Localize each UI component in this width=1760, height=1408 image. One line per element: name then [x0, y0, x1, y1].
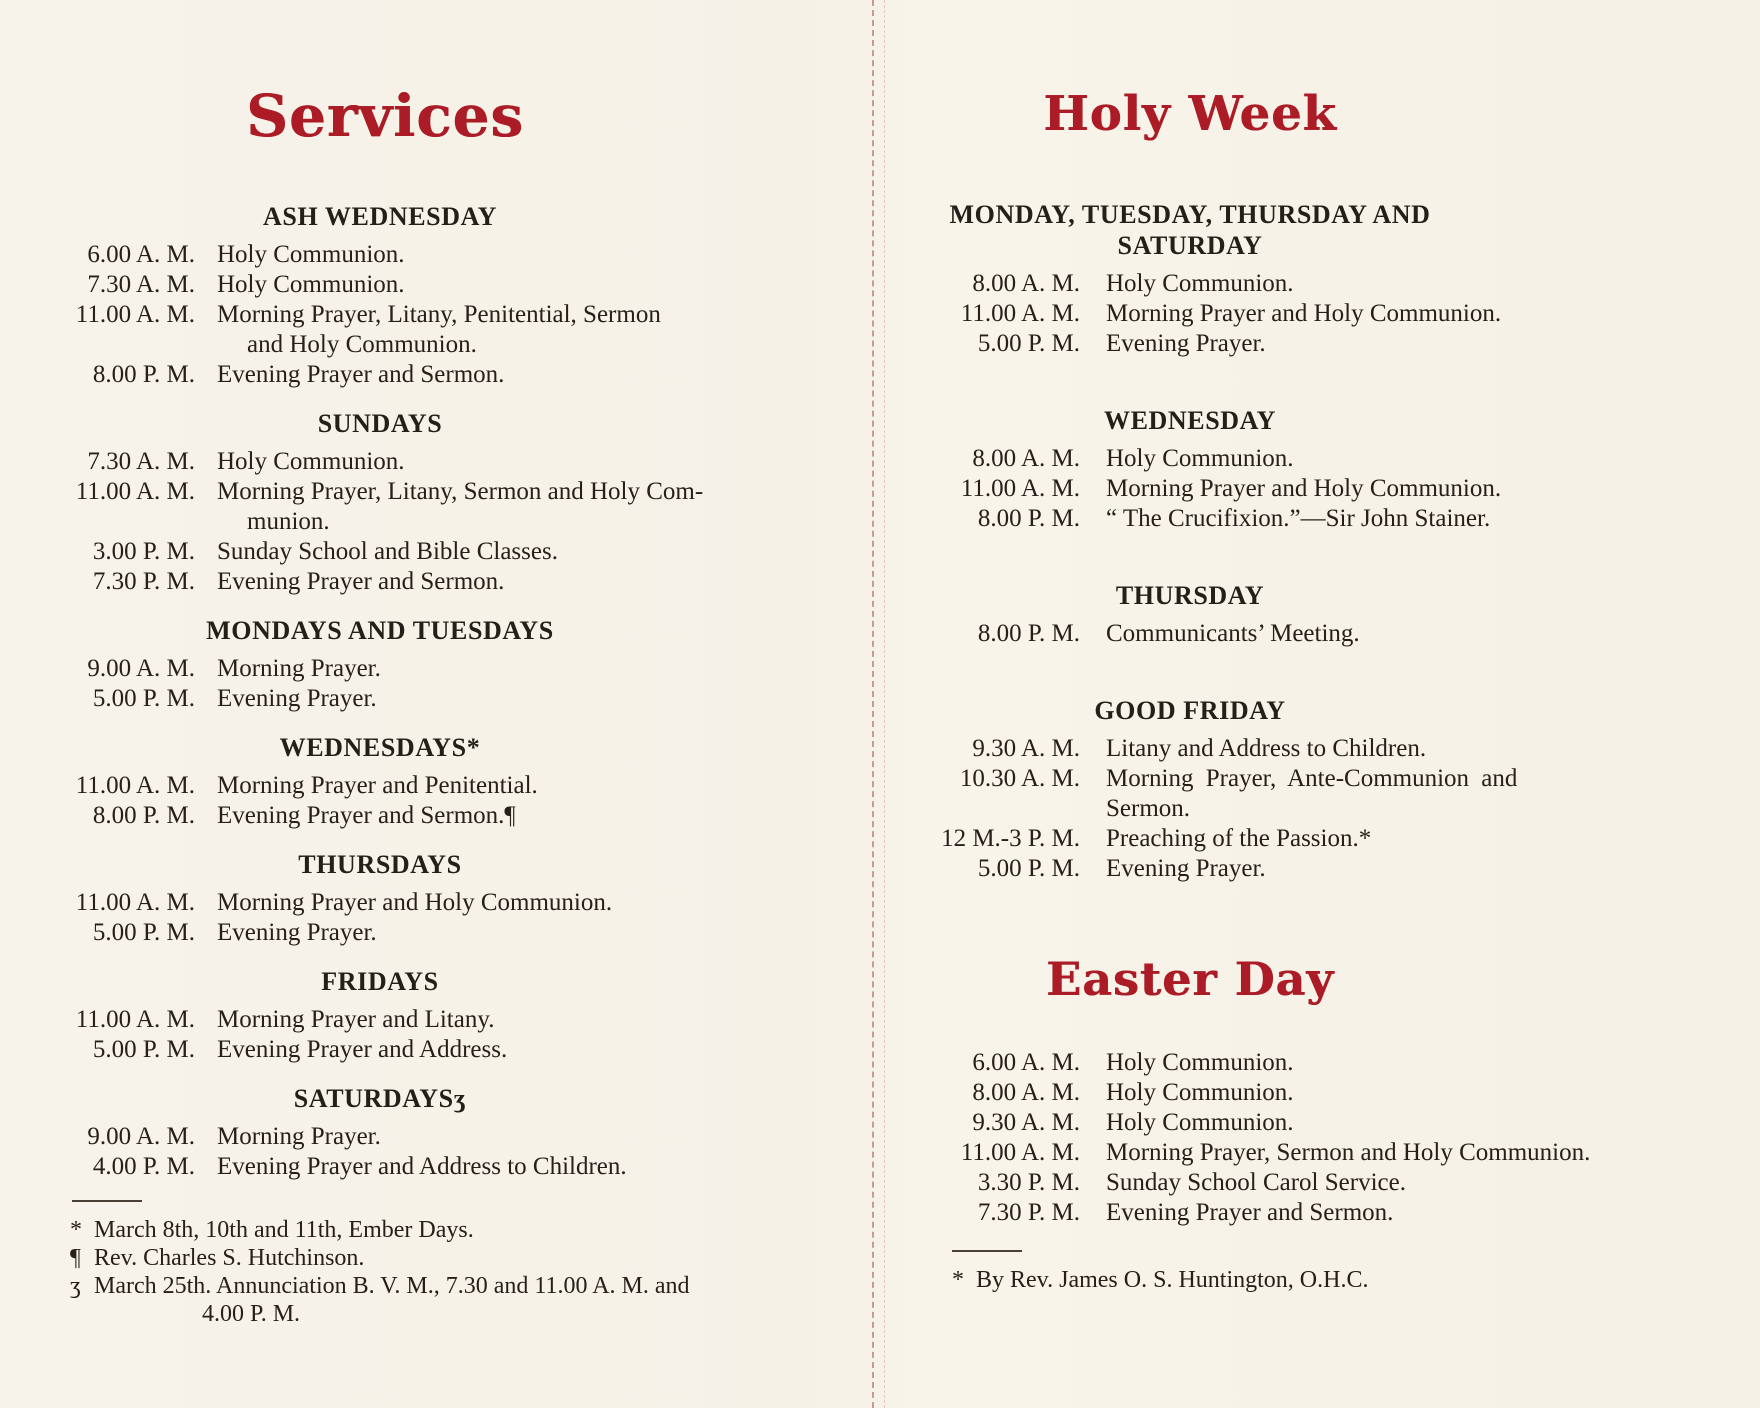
- footnote-text: Rev. Charles S. Hutchinson.: [94, 1244, 365, 1271]
- schedule-row: [890, 474, 1730, 504]
- service-time: 8.00 P. M.: [977, 504, 1080, 532]
- service-time: 7.30 P. M.: [977, 1199, 1080, 1227]
- schedule-row: [890, 854, 1730, 884]
- service-time: 8.00 A. M.: [972, 269, 1080, 297]
- schedule-row: [70, 1122, 838, 1152]
- heading-mon-tue-thu-sat: [890, 199, 1490, 261]
- service-description: Morning Prayer.: [217, 1122, 381, 1150]
- page-services: [0, 0, 878, 1328]
- page-holy-week: [878, 0, 1760, 1294]
- schedule-row: [70, 771, 838, 801]
- footnote-hutchinson: [70, 1244, 838, 1272]
- service-description: Morning Prayer, Ante-Communion and Sermon.: [1106, 764, 1518, 822]
- schedule-row: [890, 619, 1730, 649]
- service-description: Evening Prayer and Sermon.¶: [217, 801, 516, 829]
- service-description: Sunday School Carol Service.: [1106, 1169, 1406, 1197]
- service-description: Evening Prayer and Sermon.: [1106, 1199, 1394, 1227]
- heading-wednesday: WEDNESDAY: [1103, 405, 1277, 435]
- section-wednesday: [890, 405, 1730, 534]
- service-description: Holy Communion.: [1106, 1049, 1294, 1077]
- service-time: 3.30 P. M.: [977, 1169, 1080, 1197]
- footnote-ember-days: [70, 1216, 838, 1244]
- service-time: 11.00 A. M.: [75, 300, 195, 328]
- service-description: Morning Prayer and Holy Communion.: [217, 888, 613, 916]
- service-description: Communicants’ Meeting.: [1106, 619, 1360, 647]
- service-description: Morning Prayer.: [217, 654, 381, 682]
- service-time: 9.00 A. M.: [87, 1122, 195, 1150]
- service-time: 7.30 P. M.: [92, 567, 195, 595]
- section-thursdays: [70, 849, 838, 948]
- schedule-row: [70, 270, 838, 300]
- footnote-marker: ¶: [70, 1244, 81, 1271]
- schedule-row: [890, 269, 1730, 299]
- service-time: 8.00 A. M.: [972, 1079, 1080, 1107]
- service-time: 11.00 A. M.: [75, 771, 195, 799]
- heading-sundays: SUNDAYS: [317, 408, 443, 438]
- footnote-text: March 8th, 10th and 11th, Ember Days.: [94, 1216, 474, 1243]
- section-mon-tue-thu-sat: [890, 199, 1730, 359]
- service-time: 5.00 P. M.: [92, 1035, 195, 1063]
- service-description-line2: munion.: [247, 507, 330, 535]
- service-description: Evening Prayer and Sermon.: [217, 567, 505, 595]
- schedule-row: [890, 1168, 1730, 1198]
- heading-wednesdays: WEDNESDAYS*: [279, 732, 481, 762]
- service-description: Morning Prayer and Holy Communion.: [1106, 299, 1502, 327]
- service-time: 12 M.-3 P. M.: [941, 824, 1080, 852]
- service-time: 7.30 A. M.: [87, 447, 195, 475]
- service-time: 4.00 P. M.: [92, 1152, 195, 1180]
- service-description: Holy Communion.: [1106, 1079, 1294, 1107]
- section-thursday: [890, 580, 1730, 649]
- service-description: Morning Prayer, Sermon and Holy Communion.: [1106, 1139, 1591, 1167]
- service-description: Evening Prayer and Address to Children.: [217, 1152, 627, 1180]
- service-description-line1: Morning Prayer, Litany, Penitential, Sermon: [217, 300, 661, 328]
- section-fridays: [70, 966, 838, 1065]
- schedule-row: [70, 1035, 838, 1065]
- schedule-row: [890, 824, 1730, 854]
- service-time: 11.00 A. M.: [960, 1139, 1080, 1167]
- page-title-services: Services: [246, 82, 524, 150]
- footnote-huntington: [952, 1266, 1730, 1294]
- schedule-row: [70, 918, 838, 948]
- schedule-row: [70, 654, 838, 684]
- footnote-annunciation: [70, 1272, 838, 1328]
- service-time: 5.00 P. M.: [92, 918, 195, 946]
- schedule-row: [890, 299, 1730, 329]
- service-time: 8.00 P. M.: [92, 801, 195, 829]
- footnote-marker: ʒ: [70, 1272, 81, 1299]
- spacer: [890, 141, 1730, 167]
- service-time: 8.00 P. M.: [92, 360, 195, 388]
- service-time: 5.00 P. M.: [977, 329, 1080, 357]
- heading-line1: MONDAY, TUESDAY, THURSDAY AND: [949, 199, 1431, 229]
- service-time: 11.00 A. M.: [960, 299, 1080, 327]
- service-time: 6.00 A. M.: [972, 1049, 1080, 1077]
- service-description-line1: Morning Prayer, Litany, Sermon and Holy Com-: [217, 477, 704, 505]
- service-time: 9.00 A. M.: [87, 654, 195, 682]
- service-description: Preaching of the Passion.*: [1106, 824, 1372, 852]
- schedule-row: [70, 1005, 838, 1035]
- heading-fridays: FRIDAYS: [321, 966, 439, 996]
- page-title-holy-week: Holy Week: [1043, 86, 1337, 142]
- service-time: 8.00 P. M.: [977, 619, 1080, 647]
- service-time: 5.00 P. M.: [92, 684, 195, 712]
- service-description: Sunday School and Bible Classes.: [217, 537, 558, 565]
- schedule-row: [890, 1078, 1730, 1108]
- service-time: 9.30 A. M.: [972, 734, 1080, 762]
- service-time: 10.30 A. M.: [959, 764, 1080, 792]
- schedule-row: [70, 300, 838, 360]
- schedule-row: [70, 801, 838, 831]
- service-description: Holy Communion.: [1106, 269, 1294, 297]
- service-time: 3.00 P. M.: [92, 537, 195, 565]
- schedule-row: [70, 1152, 838, 1182]
- service-time: 8.00 A. M.: [972, 444, 1080, 472]
- heading-thursday: THURSDAY: [1115, 580, 1265, 610]
- service-time: 11.00 A. M.: [75, 1005, 195, 1033]
- schedule-row: [890, 329, 1730, 359]
- page-title-easter-day: Easter Day: [1046, 951, 1334, 1006]
- service-time: 5.00 P. M.: [977, 854, 1080, 882]
- heading-ash-wednesday: ASH WEDNESDAY: [263, 201, 497, 231]
- section-wednesdays: [70, 732, 838, 831]
- service-description: Morning Prayer and Penitential.: [217, 771, 538, 799]
- schedule-row: [70, 537, 838, 567]
- service-time: 6.00 A. M.: [87, 240, 195, 268]
- section-easter-day: [890, 1048, 1730, 1228]
- footnote-rule: [952, 1250, 1022, 1252]
- heading-thursdays: THURSDAYS: [298, 849, 462, 879]
- schedule-row: [890, 1138, 1730, 1168]
- service-description-line2: and Holy Communion.: [247, 330, 477, 358]
- service-description: [217, 300, 661, 360]
- footnote-rule: [72, 1200, 142, 1202]
- service-description: Morning Prayer and Litany.: [217, 1005, 495, 1033]
- service-description: “ The Crucifixion.”—Sir John Stainer.: [1106, 504, 1491, 532]
- service-time: 9.30 A. M.: [972, 1109, 1080, 1137]
- schedule-row: [890, 504, 1730, 534]
- footnote-text-continued: 4.00 P. M.: [202, 1300, 301, 1327]
- section-sundays: [70, 408, 838, 597]
- schedule-row: [70, 567, 838, 597]
- service-description: [217, 477, 703, 537]
- section-mondays-tuesdays: [70, 615, 838, 714]
- heading-saturdays: SATURDAYSʒ: [293, 1083, 467, 1113]
- section-good-friday: [890, 695, 1730, 884]
- schedule-row: [890, 734, 1730, 764]
- schedule-row: [70, 360, 838, 390]
- service-description: Evening Prayer.: [1106, 329, 1266, 357]
- schedule-row: [890, 1198, 1730, 1228]
- service-description: Evening Prayer.: [217, 918, 377, 946]
- schedule-row: [890, 1108, 1730, 1138]
- service-description: Evening Prayer and Address.: [217, 1035, 508, 1063]
- footnote-text: March 25th. Annunciation B. V. M., 7.30 and 11.00 A. M. and: [94, 1272, 690, 1299]
- service-time: 11.00 A. M.: [960, 474, 1080, 502]
- section-ash-wednesday: [70, 201, 838, 390]
- spacer: [70, 149, 838, 183]
- service-description: Holy Communion.: [217, 447, 405, 475]
- section-saturdays: [70, 1083, 838, 1182]
- footnote-marker: *: [952, 1267, 964, 1294]
- service-description: Morning Prayer and Holy Communion.: [1106, 474, 1502, 502]
- service-description: Holy Communion.: [217, 270, 405, 298]
- schedule-row: [70, 888, 838, 918]
- service-description: Evening Prayer.: [217, 684, 377, 712]
- schedule-row: [70, 447, 838, 477]
- footnote-text: By Rev. James O. S. Huntington, O.H.C.: [976, 1267, 1369, 1294]
- service-time: 11.00 A. M.: [75, 477, 195, 505]
- heading-good-friday: GOOD FRIDAY: [1094, 695, 1286, 725]
- service-description: Holy Communion.: [217, 240, 405, 268]
- service-time: 7.30 A. M.: [87, 270, 195, 298]
- schedule-row: [70, 477, 838, 537]
- schedule-row: [70, 240, 838, 270]
- schedule-row: [70, 684, 838, 714]
- heading-mondays-tuesdays: MONDAYS AND TUESDAYS: [206, 615, 554, 645]
- schedule-row: [890, 764, 1730, 824]
- schedule-row: [890, 444, 1730, 474]
- footnote-marker: *: [70, 1216, 82, 1243]
- service-description: Evening Prayer and Sermon.: [217, 360, 505, 388]
- service-description: Holy Communion.: [1106, 444, 1294, 472]
- heading-line2: SATURDAY: [1117, 230, 1263, 260]
- service-description: Evening Prayer.: [1106, 854, 1266, 882]
- service-time: 11.00 A. M.: [75, 888, 195, 916]
- schedule-row: [890, 1048, 1730, 1078]
- service-description: Holy Communion.: [1106, 1109, 1294, 1137]
- service-description: Litany and Address to Children.: [1106, 734, 1427, 762]
